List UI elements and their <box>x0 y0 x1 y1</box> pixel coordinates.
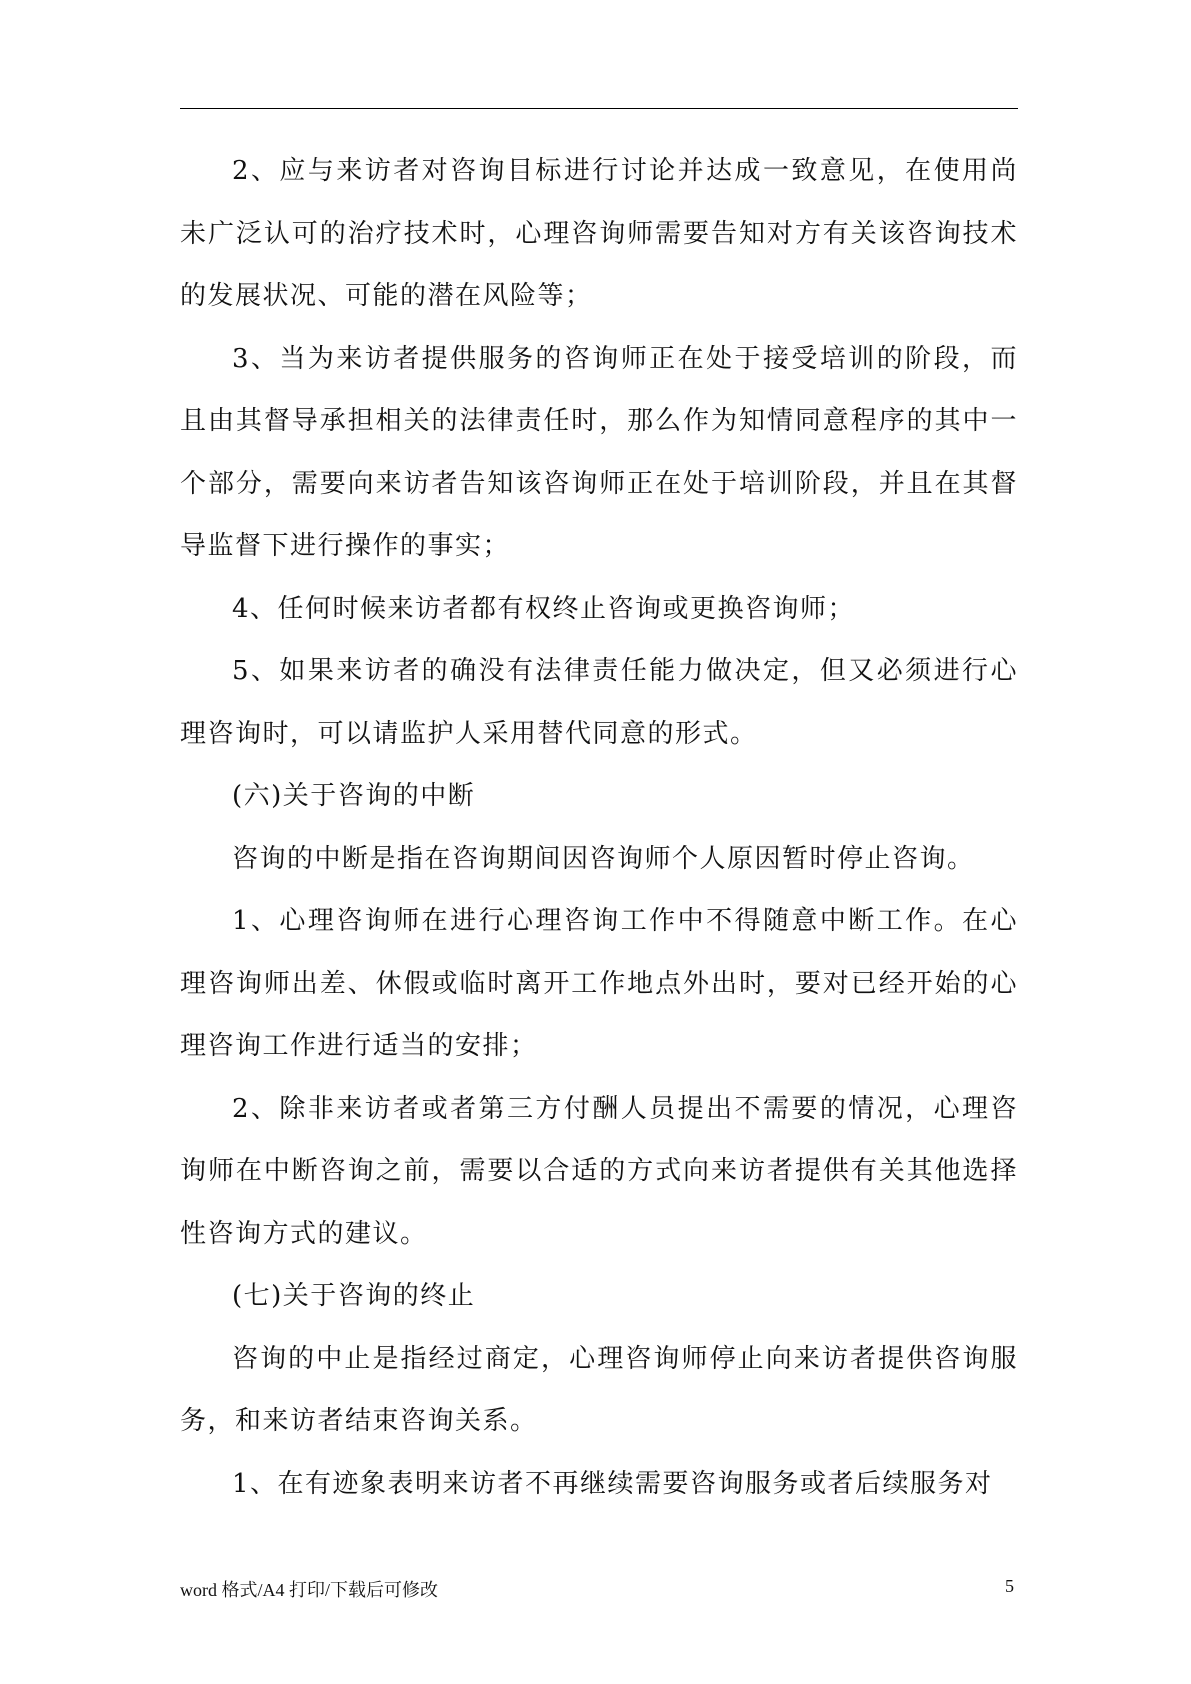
header-rule <box>180 108 1018 109</box>
section-heading: (六)关于咨询的中断 <box>232 781 476 811</box>
paragraph: 2、应与来访者对咨询目标进行讨论并达成一致意见，在使用尚未广泛认可的治疗技术时，心理咨询师需要告知对方有关该咨询技术的发展状况、可能的潜在风险等； <box>180 156 1018 311</box>
page-number: 5 <box>1005 1576 1014 1596</box>
document-body <box>180 140 1018 1515</box>
footer-note: word 格式/A4 打印/下载后可修改 <box>180 1580 438 1600</box>
paragraph: 3、当为来访者提供服务的咨询师正在处于接受培训的阶段，而且由其督导承担相关的法律责任时，那么作为知情同意程序的其中一个部分，需要向来访者告知该咨询师正在处于培训阶段，并且在其督导监督下进行操作的事实； <box>180 343 1018 561</box>
paragraph: 咨询的中断是指在咨询期间因咨询师个人原因暂时停止咨询。 <box>232 843 975 874</box>
section-heading: (七)关于咨询的终止 <box>232 1281 476 1311</box>
paragraph: 2、除非来访者或者第三方付酬人员提出不需要的情况，心理咨询师在中断咨询之前，需要以合适的方式向来访者提供有关其他选择性咨询方式的建议。 <box>180 1093 1018 1249</box>
paragraph: 咨询的中止是指经过商定，心理咨询师停止向来访者提供咨询服务，和来访者结束咨询关系。 <box>180 1343 1018 1436</box>
paragraph: 1、心理咨询师在进行心理咨询工作中不得随意中断工作。在心理咨询师出差、休假或临时离开工作地点外出时，要对已经开始的心理咨询工作进行适当的安排； <box>180 906 1018 1061</box>
paragraph: 1、在有迹象表明来访者不再继续需要咨询服务或者后续服务对 <box>232 1468 993 1499</box>
paragraph: 4、任何时候来访者都有权终止咨询或更换咨询师； <box>232 593 856 624</box>
paragraph: 5、如果来访者的确没有法律责任能力做决定，但又必须进行心理咨询时，可以请监护人采用替代同意的形式。 <box>180 656 1018 749</box>
